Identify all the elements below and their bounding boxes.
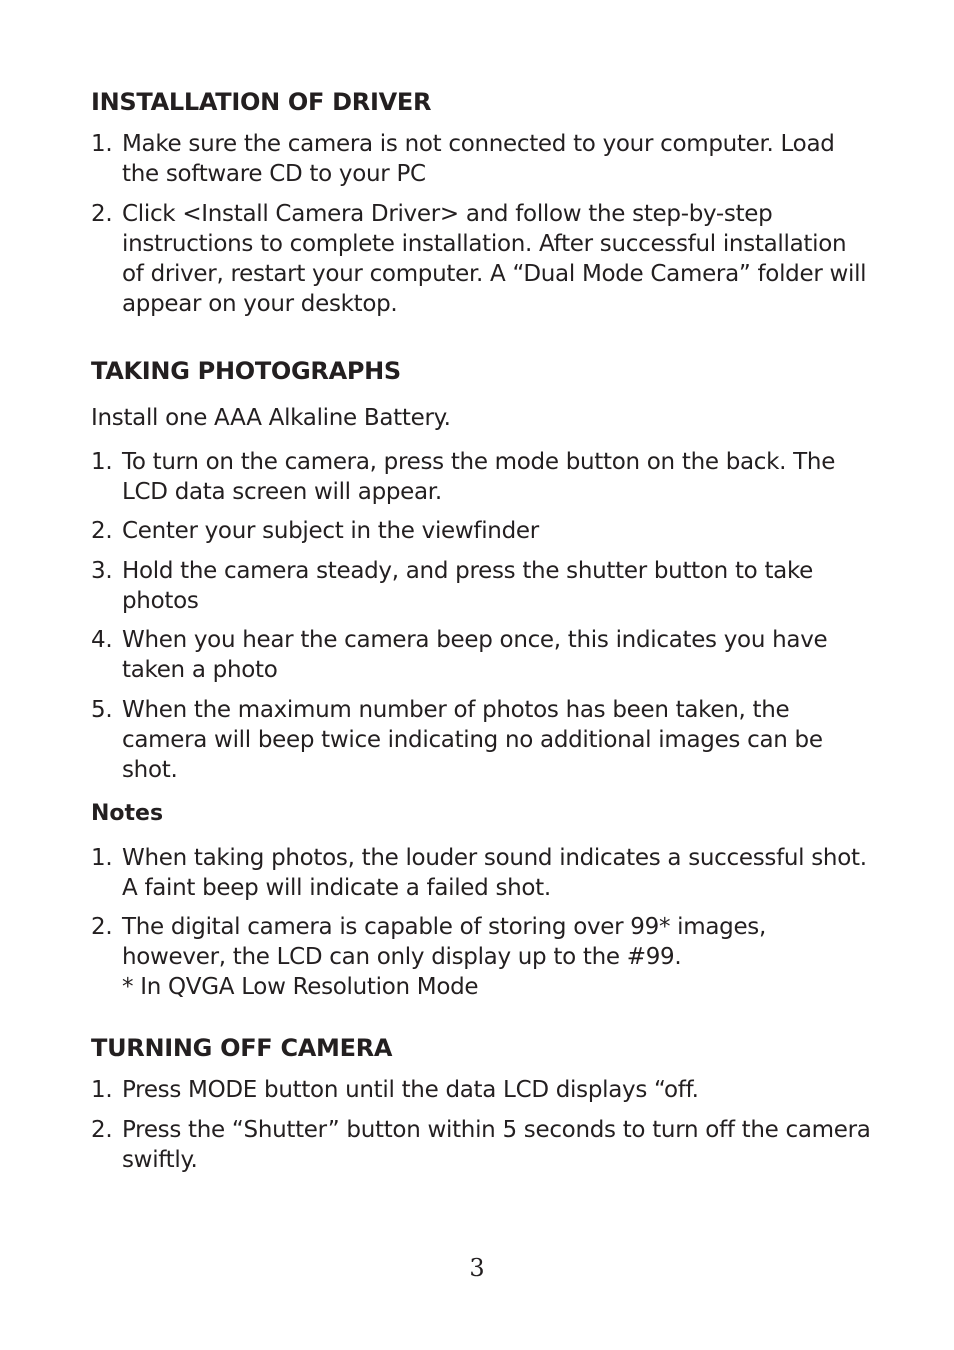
photographs-steps-list (91, 447, 871, 785)
installation-steps-list (91, 129, 871, 319)
list-item-text: Press MODE button until the data LCD displays “off. (122, 1077, 699, 1103)
list-item (91, 695, 871, 785)
notes-list (91, 843, 871, 1003)
list-item-text: To turn on the camera, press the mode button on the back. The LCD data screen will appear. (122, 448, 836, 505)
list-item-number: 4. (91, 627, 113, 653)
list-item-number: 2. (91, 1116, 113, 1143)
list-item-text: When taking photos, the louder sound indicates a successful shot. A faint beep will indicate a failed shot. (122, 844, 867, 901)
list-item (91, 1075, 871, 1105)
list-item-text: Center your subject in the viewfinder (122, 518, 539, 544)
list-item (91, 516, 871, 546)
section-title-installation: INSTALLATION OF DRIVER (91, 88, 432, 116)
list-item-text: When you hear the camera beep once, this indicates you have taken a photo (122, 627, 828, 683)
manual-page (91, 84, 871, 1175)
notes-title: Notes (91, 800, 164, 826)
list-item (91, 1115, 871, 1175)
list-item-number: 1. (91, 1077, 113, 1103)
section-title-turning-off: TURNING OFF CAMERA (91, 1034, 393, 1062)
list-item-text: When the maximum number of photos has been taken, the camera will beep twice indicating no additional images can be shot. (122, 696, 823, 783)
list-item-number: 2. (91, 914, 113, 940)
list-item-text: Press the “Shutter” button within 5 seconds to turn off the camera swiftly. (122, 1116, 871, 1173)
list-item (91, 199, 871, 319)
list-item (91, 556, 871, 616)
list-item-number: 1. (91, 844, 113, 871)
list-item-text: Make sure the camera is not connected to your computer. Load the software CD to your PC (122, 131, 835, 187)
list-item-text: Hold the camera steady, and press the shutter button to take photos (122, 557, 814, 614)
section-title-photographs: TAKING PHOTOGRAPHS (91, 356, 401, 385)
list-item-number: 1. (91, 448, 113, 475)
list-item-text: The digital camera is capable of storing over 99* images, however, the LCD can only display up to the #99. (122, 914, 767, 970)
list-item (91, 625, 871, 685)
list-item (91, 912, 871, 1002)
list-item (91, 447, 871, 507)
list-item-text: Click <Install Camera Driver> and follow the step-by-step instructions to complete installation. After successful installation of driver, restart your computer. A “Dual Mode Camera” folder will appear on your desktop. (122, 200, 867, 317)
page-number: 3 (469, 1254, 485, 1282)
list-item-number: 1. (91, 131, 113, 157)
footnote-text: * In QVGA Low Resolution Mode (122, 974, 479, 1000)
list-item (91, 843, 871, 903)
list-item-number: 2. (91, 200, 113, 227)
list-item-number: 5. (91, 696, 113, 723)
list-item-number: 3. (91, 557, 113, 584)
list-item-number: 2. (91, 518, 113, 544)
list-item (91, 129, 871, 189)
list-item-text-block (122, 912, 871, 1002)
turning-off-steps-list (91, 1075, 871, 1175)
photographs-intro: Install one AAA Alkaline Battery. (91, 404, 451, 431)
